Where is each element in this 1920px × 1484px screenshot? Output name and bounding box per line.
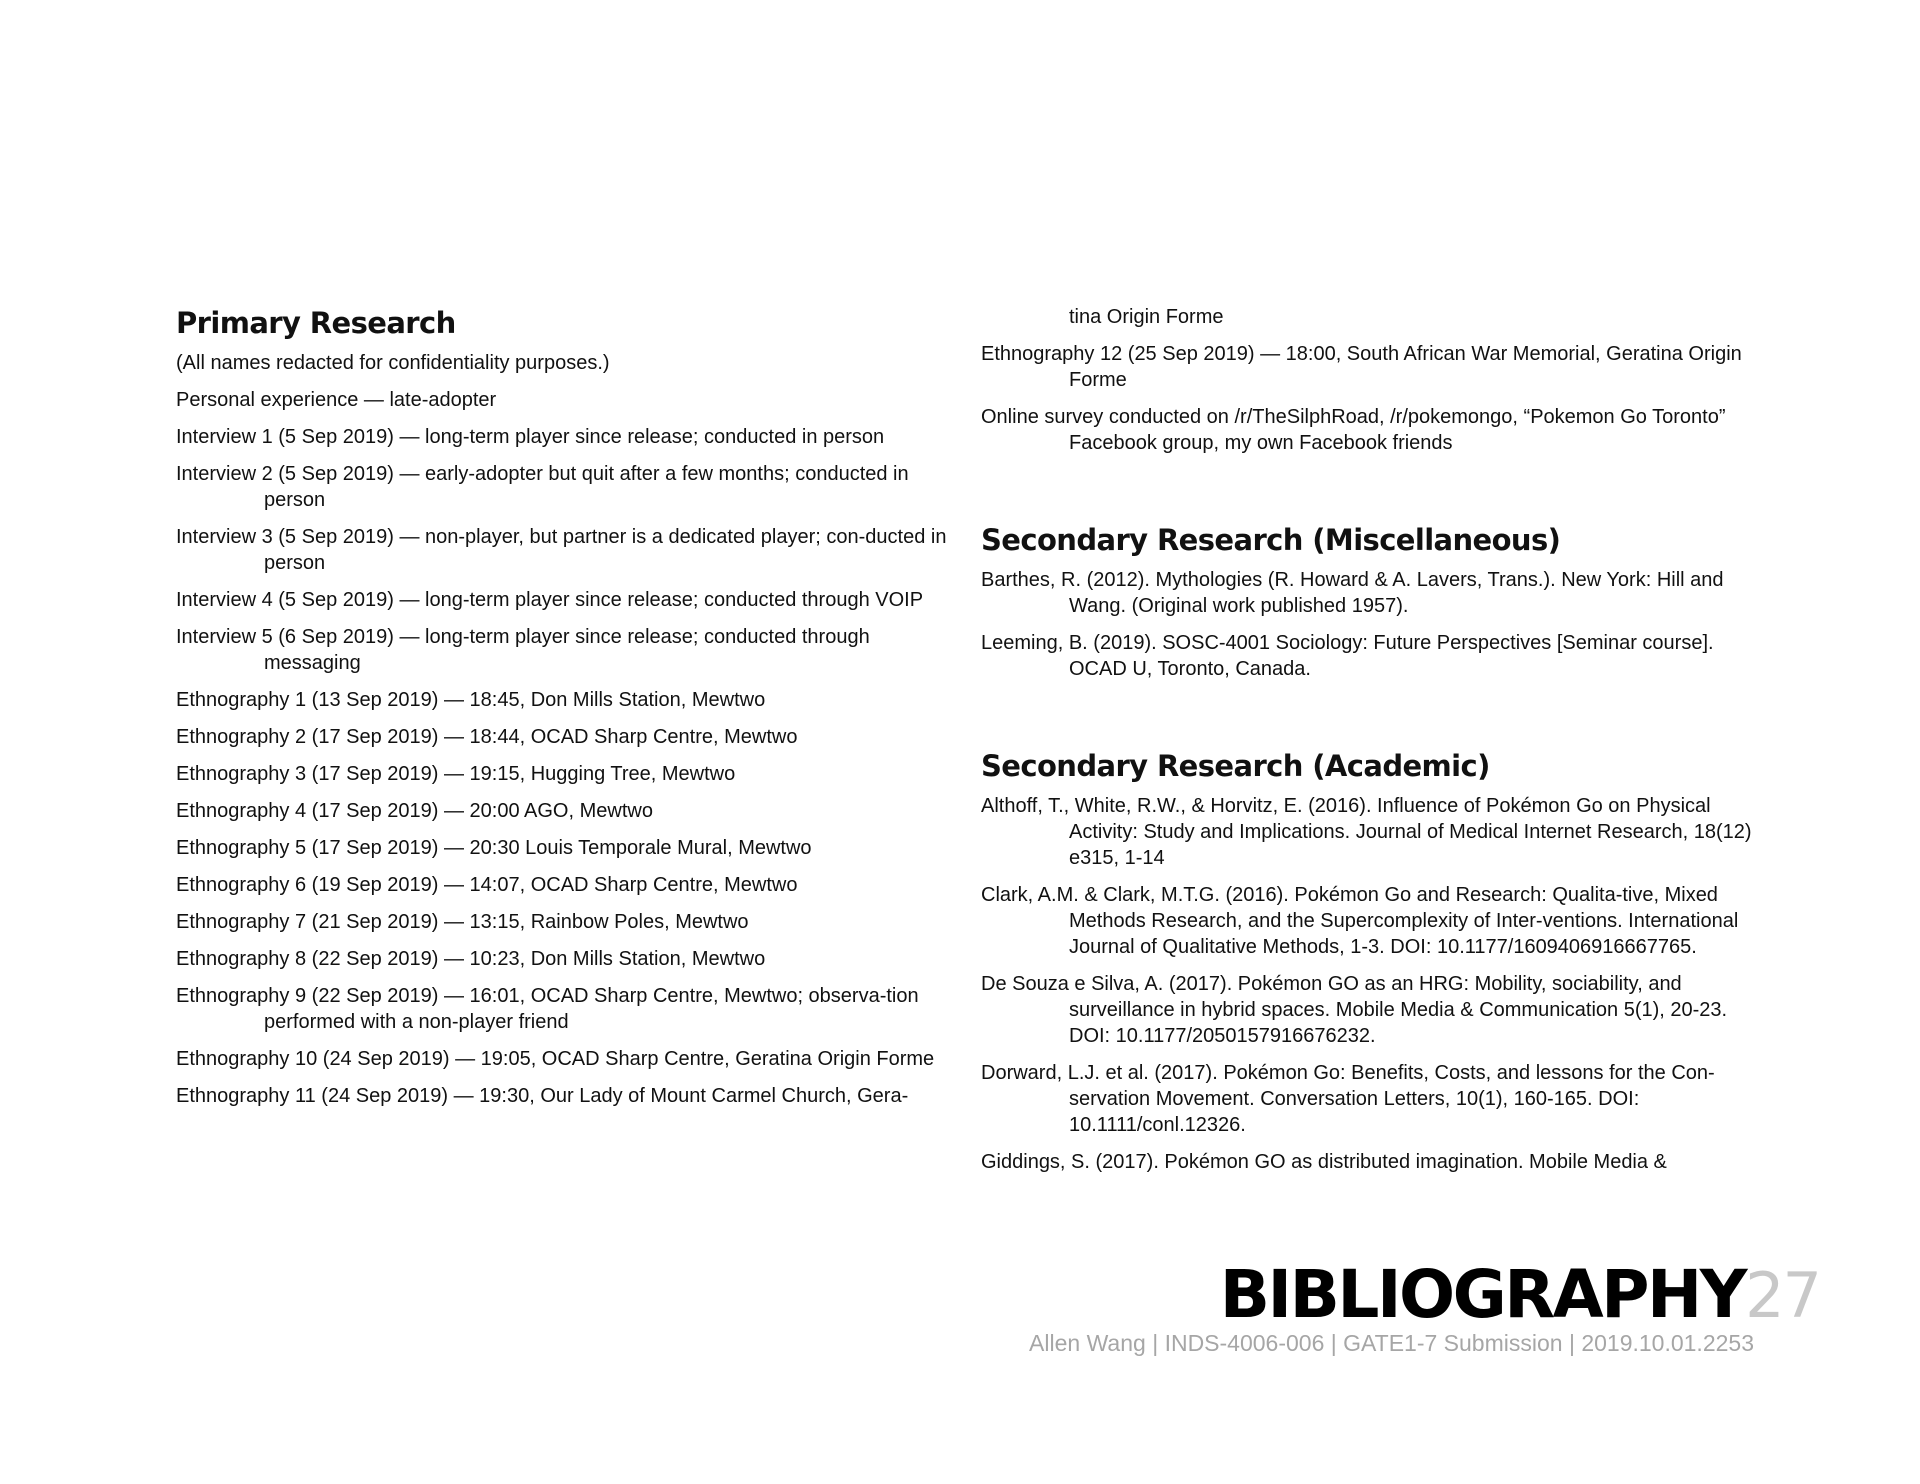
- reference-entry: Online survey conducted on /r/TheSilphRoad, /r/pokemongo, “Pokemon Go Toronto” Facebook group, my own Facebook friends: [981, 406, 1726, 454]
- reference-entry: Ethnography 7 (21 Sep 2019) — 13:15, Rainbow Poles, Mewtwo: [176, 911, 749, 933]
- reference-entry: Althoff, T., White, R.W., & Horvitz, E. (2016). Influence of Pokémon Go on Physical Activity: Study and Implications. Journal of Medical Internet Research, 18(12) e315, 1-14: [981, 795, 1752, 869]
- footer-meta: Allen Wang | INDS-4006-006 | GATE1-7 Submission | 2019.10.01.2253: [1029, 1330, 1754, 1356]
- primary-research-heading: Primary Research: [176, 306, 456, 340]
- reference-entry: Ethnography 4 (17 Sep 2019) — 20:00 AGO, Mewtwo: [176, 800, 653, 822]
- section-spacer: [981, 693, 1771, 745]
- right-column: [981, 302, 1771, 1186]
- reference-entry: Interview 1 (5 Sep 2019) — long-term player since release; conducted in person: [176, 426, 885, 448]
- page-title: BIBLIOGRAPHY: [1219, 1256, 1746, 1333]
- reference-entry: De Souza e Silva, A. (2017). Pokémon GO as an HRG: Mobility, sociability, and surveillance in hybrid spaces. Mobile Media & Communication 5(1), 20-23. DOI: 10.1177/2050157916676232.: [981, 973, 1728, 1047]
- reference-entry: Clark, A.M. & Clark, M.T.G. (2016). Pokémon Go and Research: Qualita-tive, Mixed Methods Research, and the Supercomplexity of Inter-ventions. International Journal of Qualitative Methods, 1-3. DOI: 10.1177/1609406916667765.: [981, 884, 1739, 958]
- continued-entry: tina Origin Forme: [1069, 306, 1224, 328]
- reference-entry: Ethnography 10 (24 Sep 2019) — 19:05, OCAD Sharp Centre, Geratina Origin Forme: [176, 1048, 935, 1070]
- reference-entry: Ethnography 6 (19 Sep 2019) — 14:07, OCAD Sharp Centre, Mewtwo: [176, 874, 798, 896]
- reference-entry: Barthes, R. (2012). Mythologies (R. Howard & A. Lavers, Trans.). New York: Hill and Wang. (Original work published 1957).: [981, 569, 1724, 617]
- reference-entry: Interview 4 (5 Sep 2019) — long-term player since release; conducted through VOIP: [176, 589, 924, 611]
- reference-entry: Leeming, B. (2019). SOSC-4001 Sociology: Future Perspectives [Seminar course]. OCAD U, Toronto, Canada.: [981, 632, 1714, 680]
- reference-entry: Interview 5 (6 Sep 2019) — long-term player since release; conducted through messaging: [176, 626, 870, 674]
- reference-entry: Interview 2 (5 Sep 2019) — early-adopter but quit after a few months; conducted in person: [176, 463, 909, 511]
- reference-entry: Ethnography 8 (22 Sep 2019) — 10:23, Don Mills Station, Mewtwo: [176, 948, 766, 970]
- section-spacer: [981, 467, 1771, 519]
- reference-entry: Ethnography 9 (22 Sep 2019) — 16:01, OCAD Sharp Centre, Mewtwo; observa-tion performed with a non-player friend: [176, 985, 919, 1033]
- reference-entry: Interview 3 (5 Sep 2019) — non-player, but partner is a dedicated player; con-ducted in person: [176, 526, 947, 574]
- confidentiality-note: (All names redacted for confidentiality purposes.): [176, 352, 610, 374]
- reference-entry: Ethnography 11 (24 Sep 2019) — 19:30, Our Lady of Mount Carmel Church, Gera-: [176, 1085, 909, 1107]
- reference-entry: Ethnography 3 (17 Sep 2019) — 19:15, Hugging Tree, Mewtwo: [176, 763, 736, 785]
- reference-entry: Dorward, L.J. et al. (2017). Pokémon Go: Benefits, Costs, and lessons for the Con-servation Movement. Conversation Letters, 10(1), 160-165. DOI: 10.1111/conl.12326.: [981, 1062, 1715, 1136]
- reference-entry: Ethnography 2 (17 Sep 2019) — 18:44, OCAD Sharp Centre, Mewtwo: [176, 726, 798, 748]
- reference-entry: Ethnography 1 (13 Sep 2019) — 18:45, Don Mills Station, Mewtwo: [176, 689, 766, 711]
- academic-research-heading: Secondary Research (Academic): [981, 749, 1490, 783]
- left-column: [176, 302, 956, 1120]
- reference-entry: Ethnography 12 (25 Sep 2019) — 18:00, South African War Memorial, Geratina Origin Forme: [981, 343, 1742, 391]
- misc-research-heading: Secondary Research (Miscellaneous): [981, 523, 1561, 557]
- page-number: 27: [1745, 1259, 1820, 1332]
- reference-entry: Personal experience — late-adopter: [176, 389, 497, 411]
- reference-entry: Ethnography 5 (17 Sep 2019) — 20:30 Louis Temporale Mural, Mewtwo: [176, 837, 812, 859]
- reference-entry: Giddings, S. (2017). Pokémon GO as distributed imagination. Mobile Media &: [981, 1151, 1667, 1173]
